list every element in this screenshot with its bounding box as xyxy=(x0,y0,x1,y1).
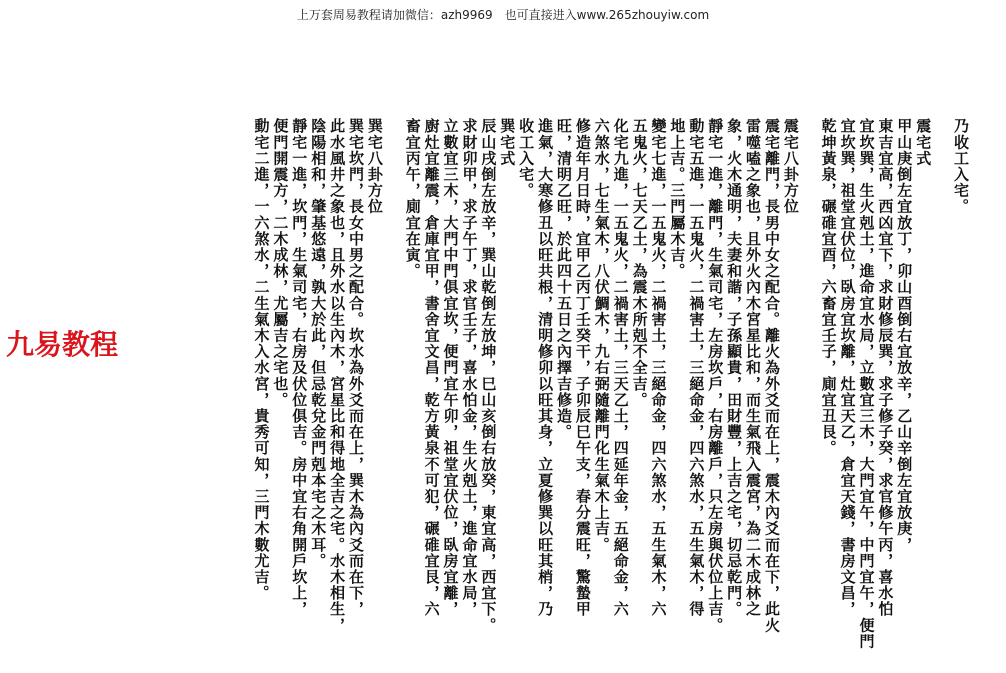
vertical-text-page xyxy=(58,118,970,650)
text-column: 進氣，大寒修丑以旺共根，清明修卯以旺其身，立夏修巽以旺其梢，乃 xyxy=(536,118,555,618)
text-column: 象，火木通明，夫妻和諧，子孫顯貴，田財豐，上吉之宅，切忌乾門。 xyxy=(725,118,744,618)
text-column: 巽宅坎門，長女中男之配合。坎水為外爻而在上，巽木為內爻而在下， xyxy=(347,118,365,618)
text-column: 靜宅一進，坎門，生氣司宅，右房及伏位俱吉。房中宜右角開戶坎上， xyxy=(290,118,309,618)
text-column: 震宅離門，長男中女之配合。離火為外爻而在上，震木內爻而在下，此火 xyxy=(762,118,781,634)
text-column: 修造年月日時，宜甲乙丙丁壬癸干，子卯辰巳午支，春分震旺，驚蟄甲 xyxy=(573,118,592,618)
column-gap xyxy=(800,118,819,618)
text-column: 便門開震方，二木成林，尤屬吉之宅也。 xyxy=(271,118,290,408)
text-column: 宜坎巽，祖堂宜伏位，臥房宜坎離，灶宜天乙，倉宜天錢，書房文昌， xyxy=(838,118,857,618)
text-column: 辰山戌倒左放辛，巽山乾倒左放坤，巳山亥倒右放癸，東宜高，西宜下。 xyxy=(479,118,498,634)
text-column: 收工入宅。 xyxy=(517,118,536,199)
text-column: 化宅九進，一五鬼火，二禍害土，三天乙土，四延年金，五絕命金，六 xyxy=(611,118,630,618)
text-column: 甲山庚倒左宜放丁，卯山酉倒右宜放辛，乙山辛倒左宜放庚， xyxy=(895,118,914,553)
text-column: 立數宜三木，大門中門俱宜坎，便門宜午卯，祖堂宜伏位，臥房宜離， xyxy=(441,118,460,618)
text-column: 變宅七進，一五鬼火，二禍害土，三絕命金，四六煞水，五生氣木，六 xyxy=(649,118,668,618)
section-heading: 巽宅八卦方位 xyxy=(365,118,384,215)
text-column: 宜坎巽，生火剋土，進命宜水局，立數宜三木，大門宜午，中門宜午，便門 xyxy=(857,118,876,650)
text-column: 五鬼火，七天乙土，為震木所剋不全吉。 xyxy=(630,118,649,408)
text-column: 陰陽相和，肇基悠遠，孰大於此，但忌乾兌金門剋本宅之木耳。 xyxy=(309,118,328,569)
text-column: 廚灶宜離震，倉庫宜甲，書舍宜文昌，乾方黃泉不可犯，碾碓宜艮，六 xyxy=(422,118,441,618)
column-gap xyxy=(384,118,403,618)
section-heading: 巽宅式 xyxy=(498,118,517,167)
text-column: 雷噬嗑之象也，且外火內木宮星比和，而生氣飛入震宮，為二木成林之 xyxy=(744,118,763,618)
text-column: 旺，清明乙旺，於此四十五日之內擇吉修造。 xyxy=(554,118,573,440)
text-column: 地上吉。三門屬木吉。 xyxy=(668,118,687,279)
text-column: 求財卯甲，求子午丁，求官壬子，喜水怕金，生火剋土，進命宜水局， xyxy=(460,118,479,618)
section-heading: 震宅式 xyxy=(914,118,933,167)
text-column: 乾坤黃泉，碾碓宜酉，六畜宜壬子，廁宜丑艮。 xyxy=(819,118,838,457)
text-column: 動宅五進，一五鬼火，二禍害土，三絕命金，四六煞水，五生氣木，得 xyxy=(687,118,706,618)
page-header-banner: 上万套周易教程请加微信：azh9969 也可直接进入www.265zhouyiw.com xyxy=(296,8,710,22)
text-column: 東吉宜高，西凶宜下，求財修辰巽，求子修子癸，求官修午丙，喜水怕 xyxy=(876,118,895,618)
text-column: 畜宜丙午，廁宜在寅。 xyxy=(403,118,422,279)
text-column: 靜宅一進，離門，生氣司宅，左房坎戶，右房離戶，只左房與伏位上吉。 xyxy=(706,118,725,634)
text-column: 動宅二進，一六煞水，二生氣木入水宮，貴秀可知，三門木數尤吉。 xyxy=(252,118,271,601)
text-column: 乃收工入宅。 xyxy=(952,118,970,215)
column-gap xyxy=(932,118,951,618)
text-column: 此水風井之象也，且外水以生內木，宮星比和得地全吉之宅。水木相生， xyxy=(328,118,347,634)
watermark-logo: 九易教程 xyxy=(4,323,120,363)
text-column: 六煞水，七生氣木，八伏鯛木，九右弼隨離門化生氣木上吉。 xyxy=(592,118,611,553)
section-heading: 震宅八卦方位 xyxy=(781,118,800,215)
